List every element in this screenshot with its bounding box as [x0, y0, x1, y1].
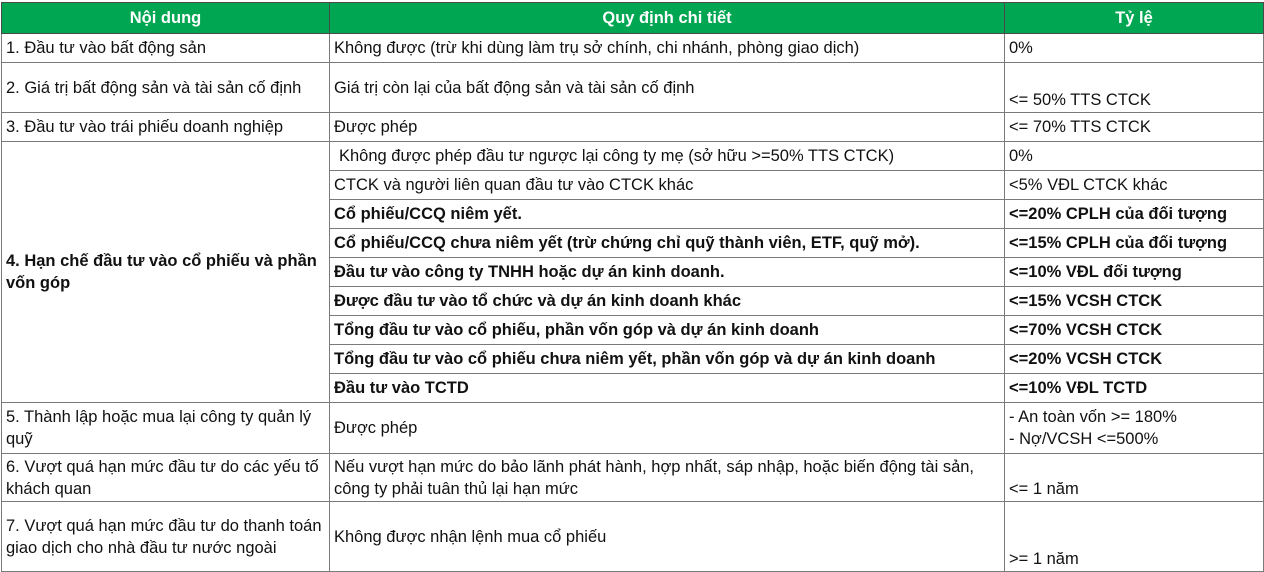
table-row [2, 63, 1264, 113]
row4-ratio-2: <5% VĐL CTCK khác [1005, 171, 1264, 200]
row7-content: 7. Vượt quá hạn mức đầu tư do thanh toán giao dịch cho nhà đầu tư nước ngoài [2, 502, 330, 572]
row4-ratio-7: <=70% VCSH CTCK [1005, 316, 1264, 345]
header-content: Nội dung [2, 3, 330, 34]
row3-ratio: <= 70% TTS CTCK [1005, 113, 1264, 142]
row4-content: 4. Hạn chế đầu tư vào cổ phiếu và phần vốn góp [2, 142, 330, 403]
table-row [2, 502, 1264, 572]
row6-content: 6. Vượt quá hạn mức đầu tư do các yếu tố khách quan [2, 454, 330, 502]
row1-content: 1. Đầu tư vào bất động sản [2, 34, 330, 63]
row4-detail-5: Đầu tư vào công ty TNHH hoặc dự án kinh doanh. [330, 258, 1005, 287]
row3-detail: Được phép [330, 113, 1005, 142]
row4-ratio-3: <=20% CPLH của đối tượng [1005, 200, 1264, 229]
investment-limits-table [1, 2, 1264, 572]
row1-detail: Không được (trừ khi dùng làm trụ sở chính, chi nhánh, phòng giao dịch) [330, 34, 1005, 63]
row4-detail-3: Cổ phiếu/CCQ niêm yết. [330, 200, 1005, 229]
table-header-row [2, 3, 1264, 34]
row3-content: 3. Đầu tư vào trái phiếu doanh nghiệp [2, 113, 330, 142]
row4-ratio-1: 0% [1005, 142, 1264, 171]
row4-ratio-4: <=15% CPLH của đối tượng [1005, 229, 1264, 258]
header-ratio: Tỷ lệ [1005, 3, 1264, 34]
row4-detail-7: Tổng đầu tư vào cổ phiếu, phần vốn góp và dự án kinh doanh [330, 316, 1005, 345]
row4-detail-2: CTCK và người liên quan đầu tư vào CTCK khác [330, 171, 1005, 200]
row4-detail-1: Không được phép đầu tư ngược lại công ty mẹ (sở hữu >=50% TTS CTCK) [330, 142, 1005, 171]
table-row [2, 403, 1264, 454]
table-row [2, 113, 1264, 142]
row4-ratio-8: <=20% VCSH CTCK [1005, 345, 1264, 374]
row6-ratio: <= 1 năm [1005, 454, 1264, 502]
row5-detail: Được phép [330, 403, 1005, 454]
row4-detail-4: Cổ phiếu/CCQ chưa niêm yết (trừ chứng chỉ quỹ thành viên, ETF, quỹ mở). [330, 229, 1005, 258]
row5-ratio-line2: - Nợ/VCSH <=500% [1009, 430, 1159, 448]
row4-ratio-5: <=10% VĐL đối tượng [1005, 258, 1264, 287]
table-row [2, 142, 1264, 171]
row5-ratio [1005, 403, 1264, 454]
row2-content: 2. Giá trị bất động sản và tài sản cố định [2, 63, 330, 113]
row5-ratio-line1: - An toàn vốn >= 180% [1009, 408, 1177, 426]
row4-detail-9: Đầu tư vào TCTD [330, 374, 1005, 403]
row1-ratio: 0% [1005, 34, 1264, 63]
row7-ratio: >= 1 năm [1005, 502, 1264, 572]
row5-content: 5. Thành lập hoặc mua lại công ty quản lý quỹ [2, 403, 330, 454]
header-detail: Quy định chi tiết [330, 3, 1005, 34]
row6-detail: Nếu vượt hạn mức do bảo lãnh phát hành, hợp nhất, sáp nhập, hoặc biến động tài sản, công ty phải tuân thủ lại hạn mức [330, 454, 1005, 502]
row7-detail: Không được nhận lệnh mua cổ phiếu [330, 502, 1005, 572]
row4-detail-6: Được đầu tư vào tổ chức và dự án kinh doanh khác [330, 287, 1005, 316]
row4-ratio-6: <=15% VCSH CTCK [1005, 287, 1264, 316]
row4-detail-8: Tổng đầu tư vào cổ phiếu chưa niêm yết, phần vốn góp và dự án kinh doanh [330, 345, 1005, 374]
table-row [2, 34, 1264, 63]
row4-ratio-9: <=10% VĐL TCTD [1005, 374, 1264, 403]
row2-ratio: <= 50% TTS CTCK [1005, 63, 1264, 113]
row2-detail: Giá trị còn lại của bất động sản và tài sản cố định [330, 63, 1005, 113]
table-row [2, 454, 1264, 502]
